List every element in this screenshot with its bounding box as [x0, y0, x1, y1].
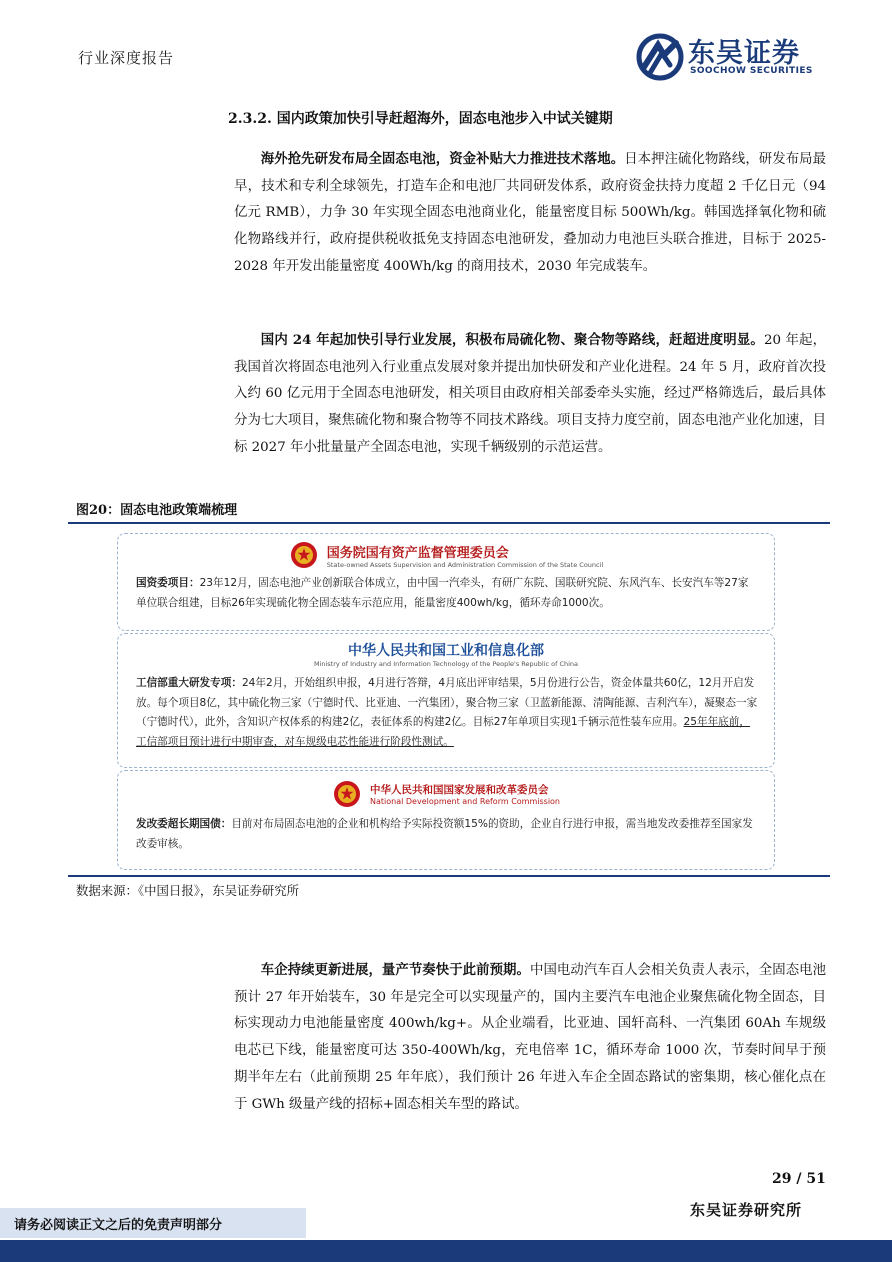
logo-en-text: SOOCHOW SECURITIES: [690, 66, 813, 76]
org-header: [118, 540, 774, 570]
panel-miit: [117, 633, 775, 768]
national-emblem-icon: [289, 540, 319, 570]
org-name: 国务院国有资产监督管理委员会: [326, 545, 509, 561]
paragraph-lead: 国内 24 年起加快引导行业发展，积极布局硫化物、聚合物等路线，赶超进度明显。: [260, 332, 764, 348]
org-name: 中华人民共和国国家发展和改革委员会: [370, 784, 549, 796]
figure-top-rule: [68, 522, 830, 524]
panel-body: 23年12月，固态电池产业创新联合体成立，由中国一汽牵头，有研广东院、国联研究院、东风汽车、长安汽车等27家单位联合组建，目标26年实现硫化物全固态装车示范应用，能量密度400wh/kg，循环寿命1000次。: [136, 577, 749, 609]
panel-body: 24年2月，开始组织申报，4月进行答辩，4月底出评审结果，5月份进行公告，资金体量共60亿，12月开启发放。每个项目8亿，其中硫化物三家（宁德时代、比亚迪、一汽集团），聚合物三家（卫蓝新能源、清陶能源、吉利汽车），凝聚态一家（宁德时代），此外，含知识产权体系的构建2亿，表征体系的构建2亿。目标27年单项目实现1千辆示范性装车应用。: [136, 677, 758, 728]
paragraph-domestic: [234, 327, 826, 462]
panel-ndrc: [117, 770, 775, 870]
org-name-en: Ministry of Industry and Information Technology of the People's Republic of China: [313, 660, 579, 668]
figure-title: 图20：固态电池政策端梳理: [76, 503, 238, 518]
disclaimer-banner: [0, 1208, 306, 1238]
section-heading: 2.3.2. 国内政策加快引导赶超海外，固态电池步入中试关键期: [228, 111, 613, 127]
org-name-en: National Development and Reform Commission: [370, 797, 560, 806]
paragraph-body: 日本押注硫化物路线，研发布局最早，技术和专利全球领先，打造车企和电池厂共同研发体系，政府资金扶持力度超 2 千亿日元（94 亿元 RMB），力争 30 年实现全固态电池商业化，能量密度目标 500Wh/kg。韩国选择氧化物和硫化物路线并行，政府提供税收抵免支持固态电池研发，叠加动力电池巨头联合推进，目标于 2025-2028 年开发出能量密度 400Wh/kg 的商用技术，2030 年完成装车。: [234, 152, 827, 274]
org-name-en: State-owned Assets Supervision and Administration Commission of the State Council: [326, 560, 604, 569]
paragraph-lead: 车企持续更新进展，量产节奏快于此前预期。: [260, 962, 530, 978]
panel-underlined-text: 25年年底前，工信部项目预计进行中期审查，对车规级电芯性能进行阶段性测试。: [136, 716, 750, 748]
soochow-logo-icon: [636, 33, 684, 81]
panel-text: [136, 815, 758, 854]
panel-text: [136, 674, 758, 752]
paragraph-lead: 海外抢先研发布局全固态电池，资金补贴大力推进技术落地。: [260, 151, 625, 167]
logo-cn-text: 东吴证券: [688, 38, 800, 69]
paragraph-automakers: [234, 957, 826, 1118]
panel-label: 国资委项目：: [136, 577, 200, 589]
disclaimer-text: 请务必阅读正文之后的免责声明部分: [14, 1218, 223, 1233]
footer-company: 东吴证券研究所: [690, 1201, 803, 1219]
org-header: [118, 779, 774, 809]
footer-bar: [0, 1240, 892, 1262]
figure-source: 数据来源：《中国日报》，东吴证券研究所: [76, 883, 300, 898]
paragraph-body: 20 年起，我国首次将固态电池列入行业重点发展对象并提出加快研发和产业化进程。24 年 5 月，政府首次投入约 60 亿元用于全固态电池研发，相关项目由政府相关部委牵头实施，经过严格筛选后，最后具体分为七大项目，聚焦硫化物和聚合物等不同技术路线。项目支持力度空前，固态电池产业化加速，目标 2027 年小批量量产全固态电池，实现千辆级别的示范运营。: [234, 333, 826, 455]
paragraph-body: 中国电动汽车百人会相关负责人表示，全固态电池预计 27 年开始装车，30 年是完全可以实现量产的，国内主要汽车电池企业聚焦硫化物全固态，目标实现动力电池能量密度 400wh/kg+。从企业端看，比亚迪、国轩高科、一汽集团 60Ah 车规级电芯已下线，能量密度可达 350-400Wh/kg，充电倍率 1C，循环寿命 1000 次，节奏时间早于预期半年左右（此前预期 25 年年底），我们预计 26 年进入车企全固态路试的密集期，核心催化点在于 GWh 级量产线的招标+固态相关车型的路试。: [234, 963, 827, 1112]
org-name: 中华人民共和国工业和信息化部: [348, 643, 544, 659]
panel-body: 目前对布局固态电池的企业和机构给予实际投资额15%的资助，企业自行进行申报，需当地发改委推荐至国家发改委审核。: [136, 818, 753, 850]
panel-sasac: [117, 533, 775, 631]
page-number: 29 / 51: [772, 1171, 826, 1187]
org-header: [118, 640, 774, 668]
national-emblem-icon: [332, 779, 362, 809]
panel-label: 工信部重大研发专项：: [136, 677, 242, 689]
report-type-label: 行业深度报告: [78, 49, 175, 67]
figure-bottom-rule: [68, 875, 830, 877]
paragraph-overseas: [234, 146, 826, 281]
panel-label: 发改委超长期国债：: [136, 818, 232, 830]
soochow-logo: [636, 33, 846, 81]
panel-text: [136, 574, 758, 613]
